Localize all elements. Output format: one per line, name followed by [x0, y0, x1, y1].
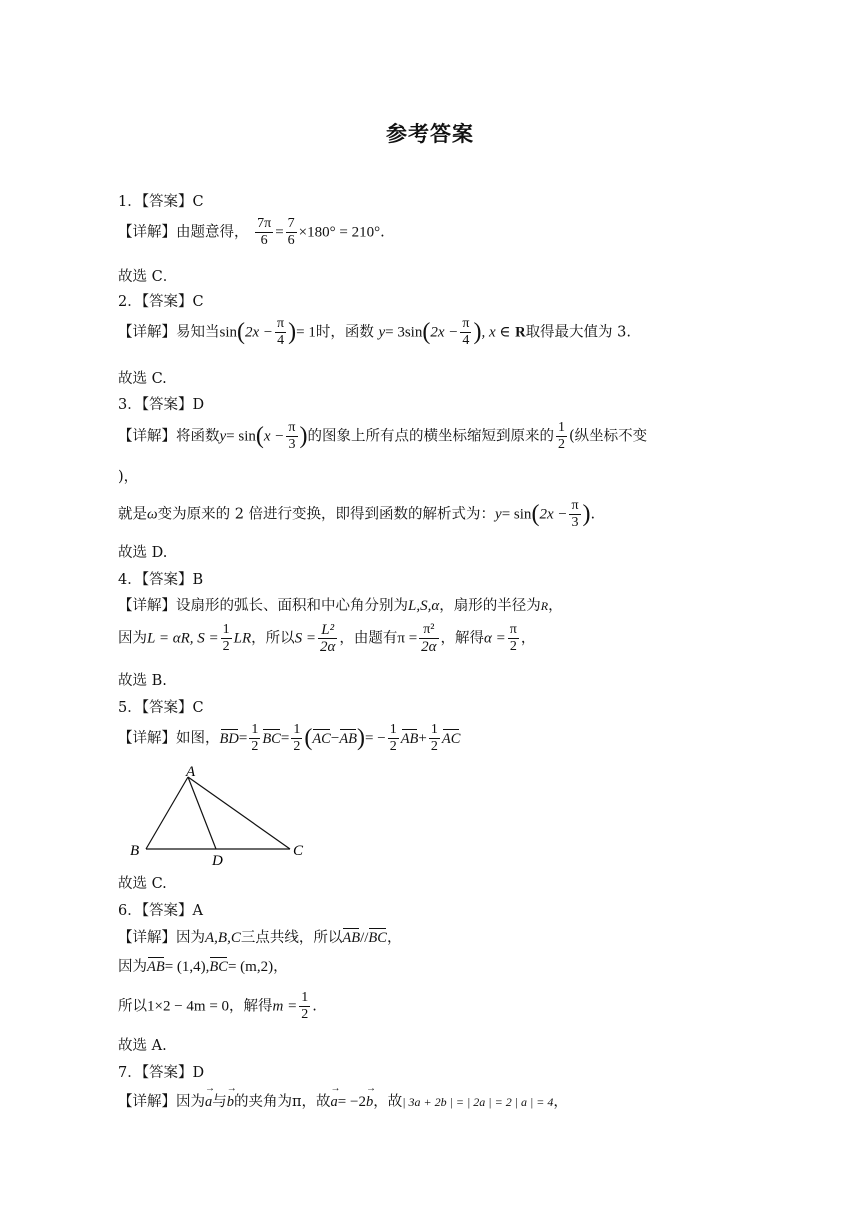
q1-detail: 【详解】由题意得， $\frac{7\pi}{6}$ = $\frac{7}{6}$ ×180° = 210°. [118, 216, 385, 248]
q4-detail-2: 因为L = αR, S = $\frac{1}{2}$ LR，所以S = $\frac{\text{L²}}{2\alpha}$ ，由题有π = $\frac{\text{π²}}{2\alpha}$ ，解得α = $\frac{\pi}{2}$ ， [118, 622, 536, 655]
q1-answer: 1．【答案】C [118, 194, 204, 210]
q3-conclusion: 故选 D. [118, 545, 168, 561]
q3-wrap: )， [118, 469, 139, 485]
q2-answer: 2．【答案】C [118, 294, 204, 310]
label-b: B [130, 843, 140, 859]
q5-conclusion: 故选 C. [118, 876, 167, 892]
q4-answer: 4．【答案】B [118, 572, 204, 588]
q7-detail: 【详解】因为→ a与→ b的夹角为π，故→ a= −2→ b，故| 3a + 2b | = | 2a | = 2 | a | = 4， [118, 1090, 568, 1111]
q2-detail: 【详解】易知当sin(2x − $\frac{\pi}{4}$ )= 1时，函数 y= 3sin(2x − $\frac{\pi}{4}$ ), x ∈ R取得最大值为 3. [118, 316, 632, 348]
q6-answer: 6．【答案】A [118, 903, 203, 919]
q1-frac-7pi-6: $\frac{7\pi}{6}$ [257, 216, 272, 248]
q1-frac-7-6: $\frac{7}{6}$ [287, 216, 295, 248]
q4-detail-1: 【详解】设扇形的弧长、面积和中心角分别为L,S,α，扇形的半径为R， [118, 598, 563, 614]
q6-detail-1: 【详解】因为A,B,C三点共线，所以AB//BC， [118, 926, 401, 947]
q7-answer: 7．【答案】D [118, 1065, 205, 1081]
q1-result: ×180° = 210° [298, 224, 381, 241]
triangle-diagram [128, 765, 328, 870]
label-c: C [293, 843, 304, 859]
edge-ac [188, 777, 290, 849]
q3-answer: 3．【答案】D [118, 397, 205, 413]
q5-detail: 【详解】如图，BD= $\frac{1}{2}$ BC= $\frac{1}{2}$ (AC−AB)= − $\frac{1}{2}$ AB+ $\frac{1}{2}$ AC [118, 722, 461, 754]
q6-detail-3: 所以1×2 − 4m = 0，解得m = $\frac{1}{2}$ . [118, 990, 317, 1022]
q3-detail-1: 【详解】将函数y= sin(x − $\frac{\pi}{3}$ )的图象上所有点的横坐标缩短到原来的 $\frac{1}{2}$ (纵坐标不变 [118, 420, 648, 452]
q1-conclusion: 故选 C． [118, 269, 178, 285]
q6-conclusion: 故选 A. [118, 1038, 167, 1054]
q4-conclusion: 故选 B. [118, 673, 167, 689]
label-a: A [186, 765, 196, 780]
q6-detail-2: 因为AB= (1,4),BC= (m,2)， [118, 955, 288, 976]
page-title: 参考答案 [386, 122, 474, 146]
q3-detail-2: 就是ω变为原来的 2 倍进行变换，即得到函数的解析式为：y= sin(2x − $\frac{\pi}{3}$ ). [118, 498, 596, 530]
label-d: D [212, 853, 223, 869]
q1-detail-prefix: 【详解】由题意得， [118, 224, 249, 241]
q2-conclusion: 故选 C. [118, 371, 167, 387]
q5-answer: 5．【答案】C [118, 700, 204, 716]
edge-ab [146, 777, 188, 849]
edge-ad [188, 777, 216, 849]
